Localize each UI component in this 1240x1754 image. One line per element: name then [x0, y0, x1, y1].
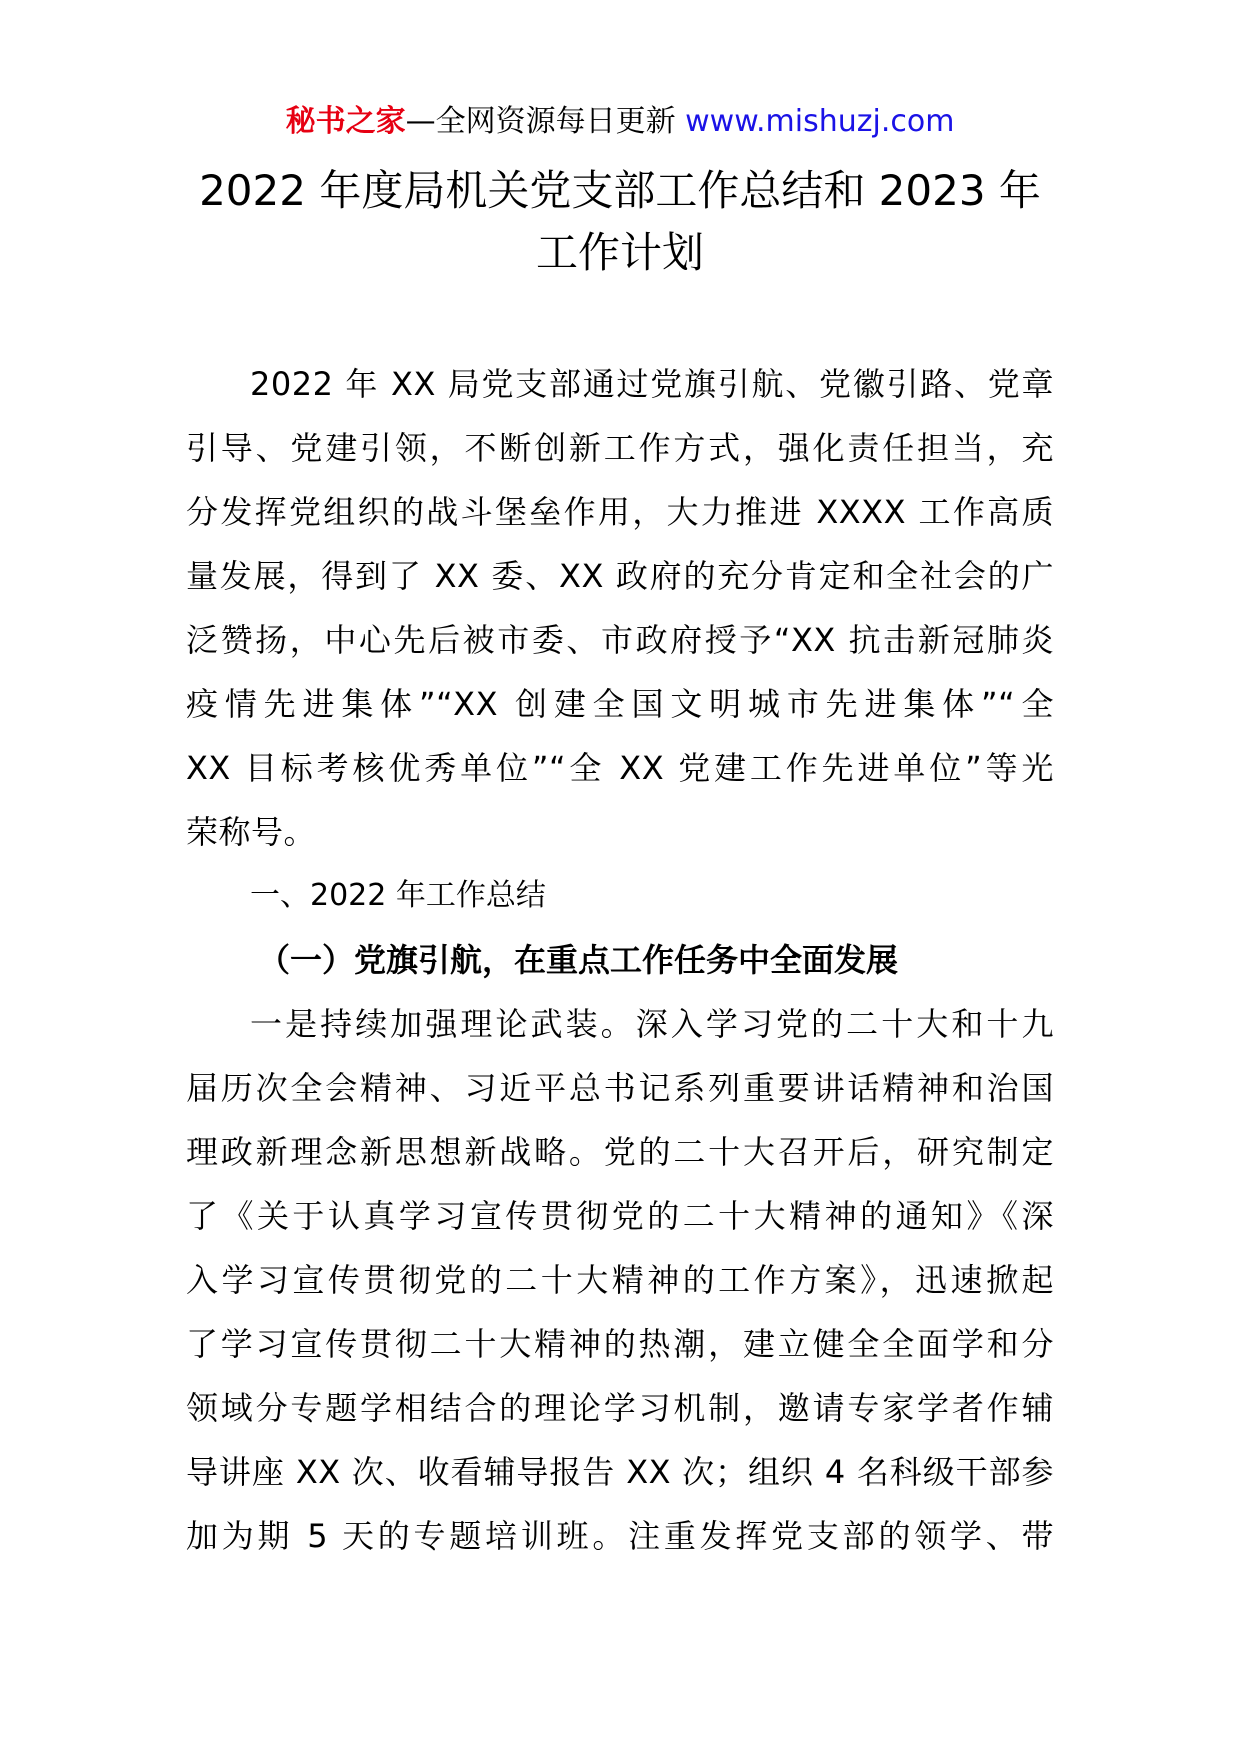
body-paragraph: [186, 992, 1054, 1568]
paragraph-line: 2022 年 XX 局党支部通过党旗引航、党徽引路、党章: [250, 365, 1054, 403]
paragraph-line: 理政新理念新思想新战略。党的二十大召开后，研究制定: [186, 1133, 1054, 1171]
paragraph-line: 了学习宣传贯彻二十大精神的热潮，建立健全全面学和分: [186, 1325, 1054, 1363]
subsection-heading: （一）党旗引航，在重点工作任务中全面发展: [258, 941, 899, 979]
section-heading: 一、2022 年工作总结: [250, 878, 546, 913]
site-url[interactable]: www.mishuzj.com: [685, 104, 955, 139]
site-header: [0, 102, 1240, 142]
paragraph-line: 荣称号。: [186, 813, 317, 851]
document-body: [186, 352, 1054, 1568]
paragraph-line: XX 目标考核优秀单位”“全 XX 党建工作先进单位”等光: [186, 749, 1054, 787]
intro-paragraph: [186, 352, 1054, 864]
site-tagline: —全网资源每日更新: [405, 104, 686, 139]
paragraph-line: 分发挥党组织的战斗堡垒作用，大力推进 XXXX 工作高质: [186, 493, 1054, 531]
site-brand: 秘书之家: [285, 104, 406, 139]
paragraph-line: 引导、党建引领，不断创新工作方式，强化责任担当，充: [186, 429, 1054, 467]
paragraph-line: 入学习宣传贯彻党的二十大精神的工作方案》，迅速掀起: [186, 1261, 1054, 1299]
paragraph-line: 量发展，得到了 XX 委、XX 政府的充分肯定和全社会的广: [186, 557, 1054, 595]
paragraph-line: 泛赞扬，中心先后被市委、市政府授予“XX 抗击新冠肺炎: [186, 621, 1054, 659]
title-line-1: 2022 年度局机关党支部工作总结和 2023 年: [199, 166, 1041, 215]
paragraph-line: 了《关于认真学习宣传贯彻党的二十大精神的通知》《深: [186, 1197, 1054, 1235]
paragraph-line: 导讲座 XX 次、收看辅导报告 XX 次；组织 4 名科级干部参: [186, 1453, 1054, 1491]
paragraph-line: 领域分专题学相结合的理论学习机制，邀请专家学者作辅: [186, 1389, 1054, 1427]
paragraph-line: 一是持续加强理论武装。深入学习党的二十大和十九: [250, 1005, 1054, 1043]
paragraph-line: 疫情先进集体”“XX 创建全国文明城市先进集体”“全: [186, 685, 1054, 723]
document-title: [140, 160, 1100, 284]
paragraph-line: 届历次全会精神、习近平总书记系列重要讲话精神和治国: [186, 1069, 1054, 1107]
title-line-2: 工作计划: [535, 228, 704, 277]
paragraph-line: 加为期 5 天的专题培训班。注重发挥党支部的领学、带: [186, 1517, 1054, 1555]
